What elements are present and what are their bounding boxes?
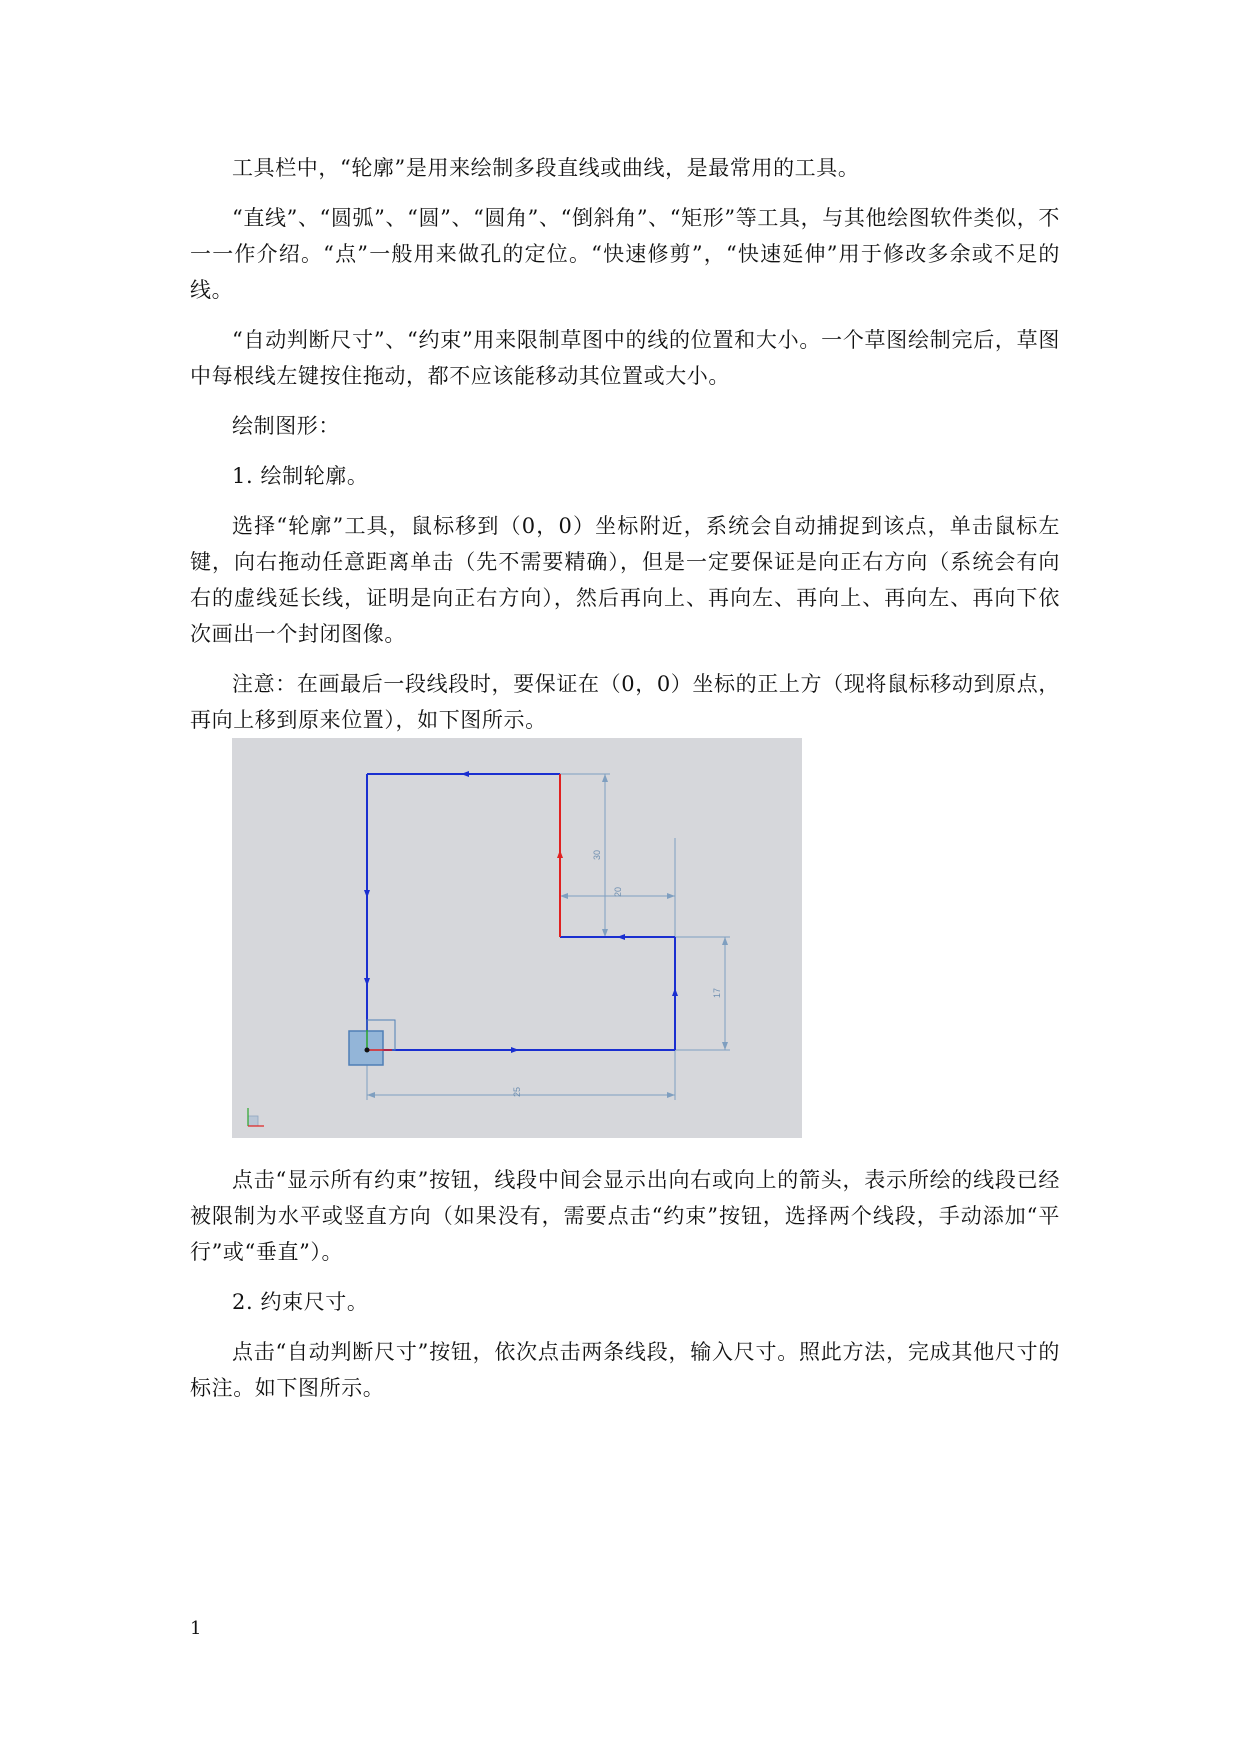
dim-30-arrow-bottom	[602, 929, 608, 937]
paragraph-drawing-tools: “直线”、“圆弧”、“圆”、“圆角”、“倒斜角”、“矩形”等工具，与其他绘图软件类似，不一一作介绍。“点”一般用来做孔的定位。“快速修剪”，“快速延伸”用于修改多余或不足的线。	[190, 206, 1060, 302]
sketch-profile	[367, 774, 675, 1050]
constraint-arrow-left-2	[364, 978, 370, 986]
dim-label-25: 25	[512, 1086, 522, 1098]
dim-17-arrow-bottom	[722, 1042, 728, 1050]
paragraph-step-2: 2. 约束尺寸。	[232, 1290, 369, 1314]
dim-label-17: 17	[712, 987, 722, 999]
view-triad-icon	[248, 1108, 264, 1126]
dim-17-arrow-top	[722, 937, 728, 945]
paragraph-dimensions-constraints: “自动判断尺寸”、“约束”用来限制草图中的线的位置和大小。一个草图绘制完后，草图中每根线左键按住拖动，都不应该能移动其位置或大小。	[190, 328, 1060, 388]
dimension-labels	[512, 850, 722, 1097]
paragraph-note: 注意：在画最后一段线段时，要保证在（0，0）坐标的正上方（现将鼠标移动到原点，再向上移到原来位置），如下图所示。	[190, 672, 1060, 732]
dim-20-arrow-right	[667, 893, 675, 899]
paragraph-toolbar-intro: 工具栏中，“轮廓”是用来绘制多段直线或曲线，是最常用的工具。	[232, 156, 860, 180]
dim-25-arrow-right	[667, 1092, 675, 1098]
constraint-arrow-right	[672, 988, 678, 996]
sketch-figure	[232, 738, 802, 1138]
constraint-arrow-middle	[617, 934, 625, 940]
constraint-arrow-selected	[557, 850, 563, 858]
constraint-arrow-top	[461, 771, 469, 777]
dim-label-30: 30	[592, 849, 602, 861]
sketch-canvas	[232, 738, 802, 1138]
page-number: 1	[190, 1618, 202, 1639]
paragraph-step-1: 1. 绘制轮廓。	[232, 464, 369, 488]
origin-marker[interactable]	[349, 1020, 395, 1065]
constraint-arrow-bottom	[511, 1047, 519, 1053]
constraint-arrow-left	[364, 890, 370, 898]
document-body-lower	[190, 1162, 1060, 1420]
origin-point	[365, 1048, 370, 1053]
constraint-arrows	[364, 771, 678, 1053]
dim-25-arrow-left	[367, 1092, 375, 1098]
dim-20-arrow-left	[560, 893, 568, 899]
paragraph-profile-instructions: 选择“轮廓”工具，鼠标移到（0，0）坐标附近，系统会自动捕捉到该点，单击鼠标左键，向右拖动任意距离单击（先不需要精确），但是一定要保证是向正右方向（系统会有向右的虚线延长线，证明是向正右方向），然后再向上、再向左、再向上、再向左、再向下依次画出一个封闭图像。	[190, 514, 1060, 646]
dim-label-20: 20	[613, 886, 623, 898]
paragraph-show-constraints: 点击“显示所有约束”按钮，线段中间会显示出向右或向上的箭头，表示所绘的线段已经被限制为水平或竖直方向（如果没有，需要点击“约束”按钮，选择两个线段，手动添加“平行”或“垂直”）。	[190, 1168, 1060, 1264]
document-body	[190, 150, 1060, 752]
paragraph-draw-heading: 绘制图形：	[232, 414, 340, 438]
dim-30-arrow-top	[602, 774, 608, 782]
paragraph-dimension-instructions: 点击“自动判断尺寸”按钮，依次点击两条线段，输入尺寸。照此方法，完成其他尺寸的标注。如下图所示。	[190, 1340, 1060, 1400]
